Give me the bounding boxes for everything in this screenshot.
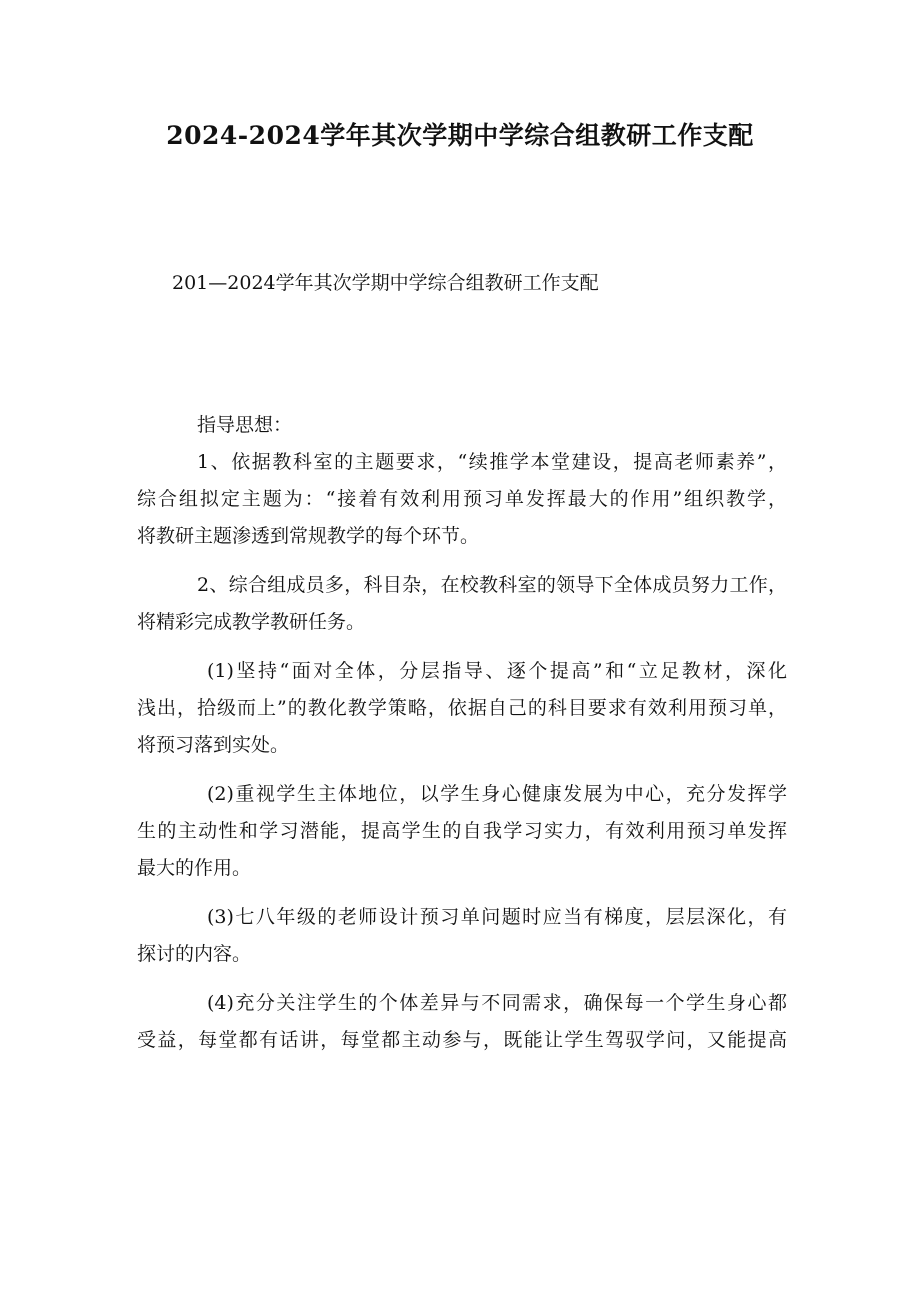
document-subtitle: 201—2024学年其次学期中学综合组教研工作支配 (172, 272, 599, 294)
section-heading: 指导思想： (197, 414, 293, 436)
paragraph-line: 最大的作用。 (137, 857, 252, 879)
paragraph-6 (137, 985, 787, 1059)
paragraph-line: (4)充分关注学生的个体差异与不同需求，确保每一个学生身心都 (207, 992, 787, 1014)
paragraph-2 (137, 567, 787, 641)
paragraph-line: 综合组拟定主题为：“接着有效利用预习单发挥最大的作用”组织教学， (137, 488, 787, 510)
paragraph-line: (2)重视学生主体地位，以学生身心健康发展为中心，充分发挥学 (207, 783, 787, 805)
paragraph-3 (137, 653, 787, 764)
paragraph-line: 将预习落到实处。 (137, 734, 290, 756)
paragraph-line: 探讨的内容。 (137, 943, 252, 965)
paragraph-4 (137, 776, 787, 887)
document-title: 2024-2024学年其次学期中学综合组教研工作支配 (166, 121, 754, 150)
paragraph-line: 将精彩完成教学教研任务。 (137, 611, 366, 633)
paragraph-5 (137, 899, 787, 973)
paragraph-line: (3)七八年级的老师设计预习单问题时应当有梯度，层层深化，有 (207, 906, 787, 928)
paragraph-line: 1、依据教科室的主题要求，“续推学本堂建设，提高老师素养”， (197, 451, 787, 473)
paragraph-line: (1)坚持“面对全体，分层指导、逐个提高”和“立足教材，深化 (207, 660, 787, 682)
paragraph-line: 受益，每堂都有话讲，每堂都主动参与，既能让学生驾驭学问，又能提高 (137, 1029, 787, 1051)
paragraph-line: 将教研主题渗透到常规教学的每个环节。 (137, 525, 480, 547)
document-body (137, 407, 787, 1059)
paragraph-line: 2、综合组成员多，科目杂，在校教科室的领导下全体成员努力工作， (197, 574, 787, 596)
paragraph-line: 生的主动性和学习潜能，提高学生的自我学习实力，有效利用预习单发挥 (137, 820, 787, 842)
paragraph-line: 浅出，拾级而上”的教化教学策略，依据自己的科目要求有效利用预习单， (137, 697, 787, 719)
paragraph-1 (137, 444, 787, 555)
